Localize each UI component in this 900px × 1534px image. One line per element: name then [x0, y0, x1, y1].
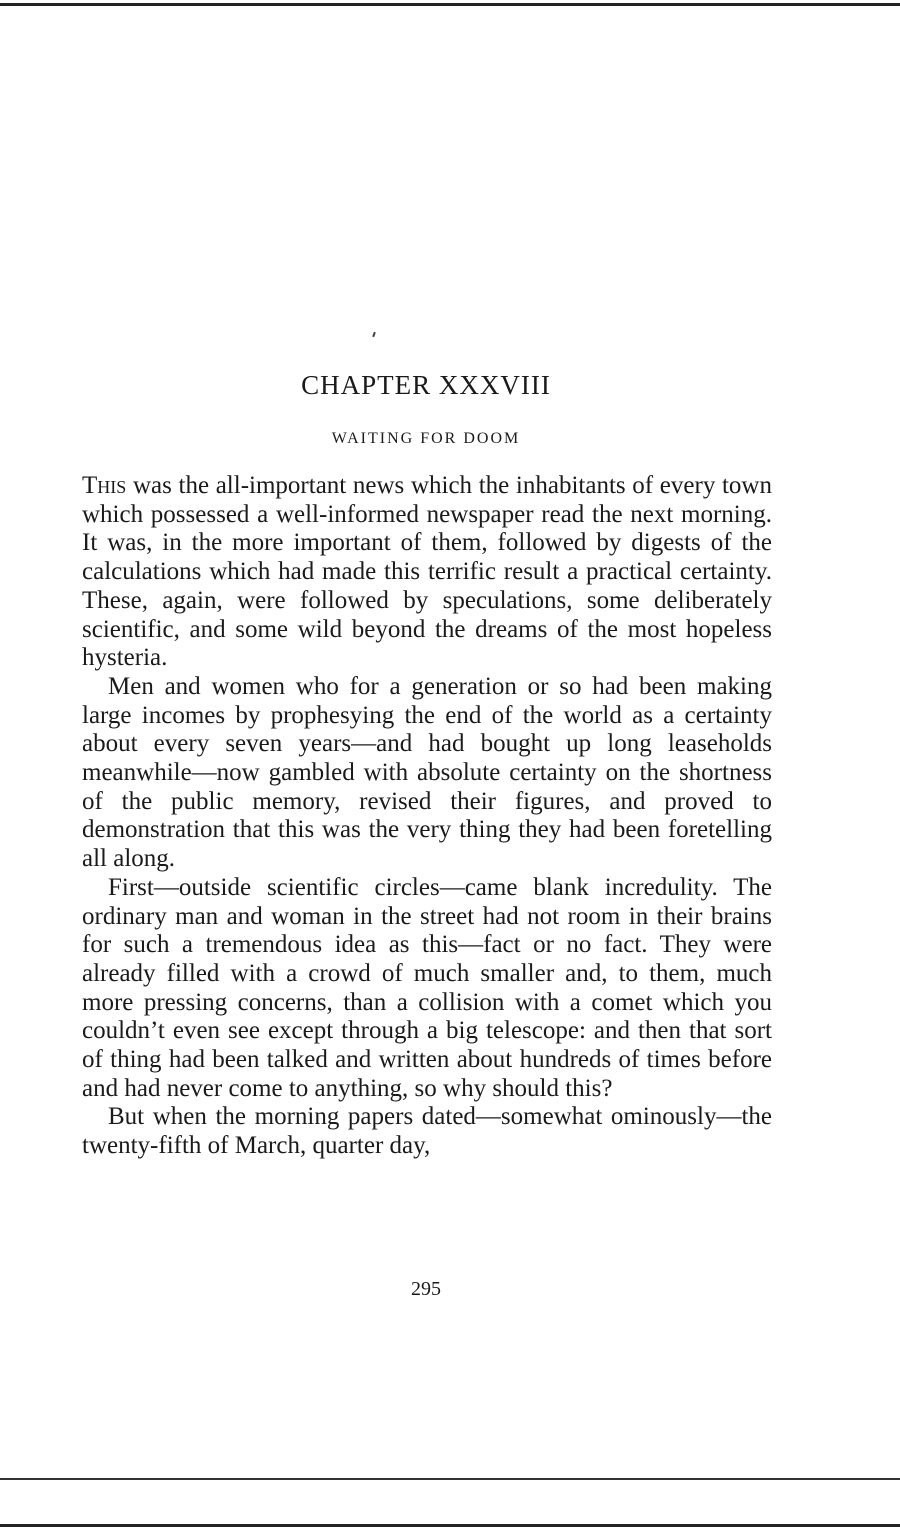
paragraph-1-lead-word: This	[82, 472, 127, 499]
bottom-scan-edge	[0, 1524, 900, 1527]
body-text	[82, 472, 772, 1161]
top-edge-rule	[0, 3, 900, 6]
chapter-subtitle: WAITING FOR DOOM	[331, 430, 521, 447]
chapter-title: CHAPTER XXXVIII	[301, 370, 551, 400]
paragraph-2: Men and women who for a generation or so had been making large incomes by prophesying the end of the world as a certainty about every seven years—and had bought up long leaseholds meanwhile—now gambled with absolute certainty on the shortness of the public memory, revised their figures, and proved to demonstration that this was the very thing they had been foretelling all along.	[82, 672, 772, 873]
paragraph-4: But when the morning papers dated—somewhat ominously—the twenty-fifth of March, quarter day,	[82, 1103, 772, 1160]
bottom-edge-rule	[0, 1478, 900, 1480]
print-speck	[372, 332, 376, 337]
paragraph-1	[82, 472, 772, 673]
paragraph-1-text: was the all-important news which the inhabitants of every town which possessed a well-informed newspaper read the next morning. It was, in the more important of them, followed by digests of the calculations which had made this terrific result a practical certainty. These, again, were followed by speculations, some deliberately scientific, and some wild beyond the dreams of the most hopeless hysteria.	[82, 472, 772, 672]
paragraph-3: First—outside scientific circles—came blank incredulity. The ordinary man and woman in the street had not room in their brains for such a tremendous idea as this—fact or no fact. They were already filled with a crowd of much smaller and, to them, much more pressing concerns, than a collision with a comet which you couldn’t even see except through a big telescope: and then that sort of thing had been talked and written about hundreds of times before and had never come to anything, so why should this?	[82, 873, 772, 1102]
page-number: 295	[411, 1278, 441, 1300]
